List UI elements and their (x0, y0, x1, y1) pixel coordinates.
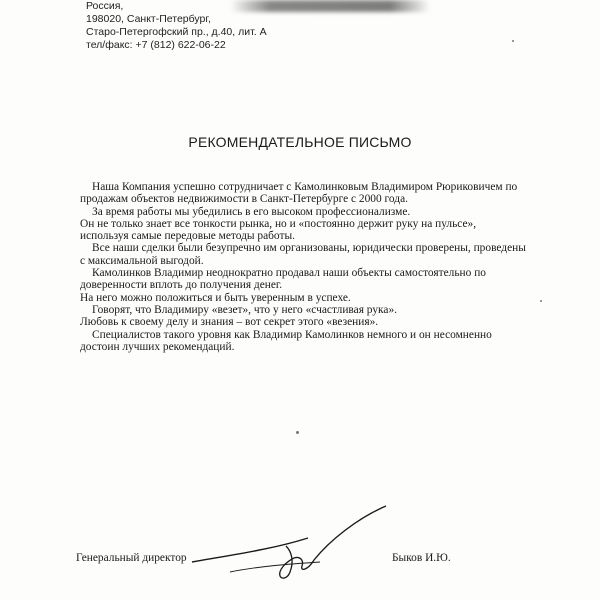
letter-title: РЕКОМЕНДАТЕЛЬНОЕ ПИСЬМО (188, 134, 412, 150)
letter-body (80, 181, 526, 353)
body-line: Наша Компания успешно сотрудничает с Камолинковым Владимиром Рюриковичем по (92, 181, 518, 193)
sender-address (86, 0, 267, 52)
body-line: Говорят, что Владимиру «везет», что у него «счастливая рука». (92, 303, 398, 316)
signer-position: Генеральный директор (76, 552, 187, 564)
signer-name: Быков И.Ю. (392, 552, 451, 564)
body-line: доверенности вплоть до получения денег. (80, 279, 283, 292)
signature-icon (190, 500, 390, 600)
body-line: Любовь к своему делу и знания – вот секрет этого «везения». (80, 316, 379, 329)
body-line: достоин лучших рекомендаций. (80, 340, 235, 353)
body-line: На него можно положиться и быть уверенным в успехе. (80, 291, 351, 304)
body-line: Он не только знает все тонкости рынка, но и «постоянно держит руку на пульсе», (80, 217, 477, 230)
body-line: используя самые передовые методы работы. (80, 230, 295, 243)
body-line: с максимальной выгодой. (80, 254, 204, 267)
address-line: тел/факс: +7 (812) 622-06-22 (86, 39, 226, 51)
body-line: Специалистов такого уровня как Владимир Камолинков немного и он несомненно (92, 328, 492, 341)
address-line: Старо-Петергофский пр., д.40, лит. А (86, 26, 267, 38)
address-line: 198020, Санкт-Петербург, (86, 13, 211, 25)
body-line: Камолинков Владимир неоднократно продавал наши объекты самостоятельно по (92, 267, 486, 280)
address-line: Россия, (86, 0, 124, 12)
body-line: Все наши сделки были безупречно им организованы, юридически проверены, проведены (92, 242, 526, 255)
body-line: За время работы мы убедились в его высоком профессионализме. (92, 205, 411, 218)
body-line: продажам объектов недвижимости в Санкт-Петербурге с 2000 года. (80, 193, 408, 206)
